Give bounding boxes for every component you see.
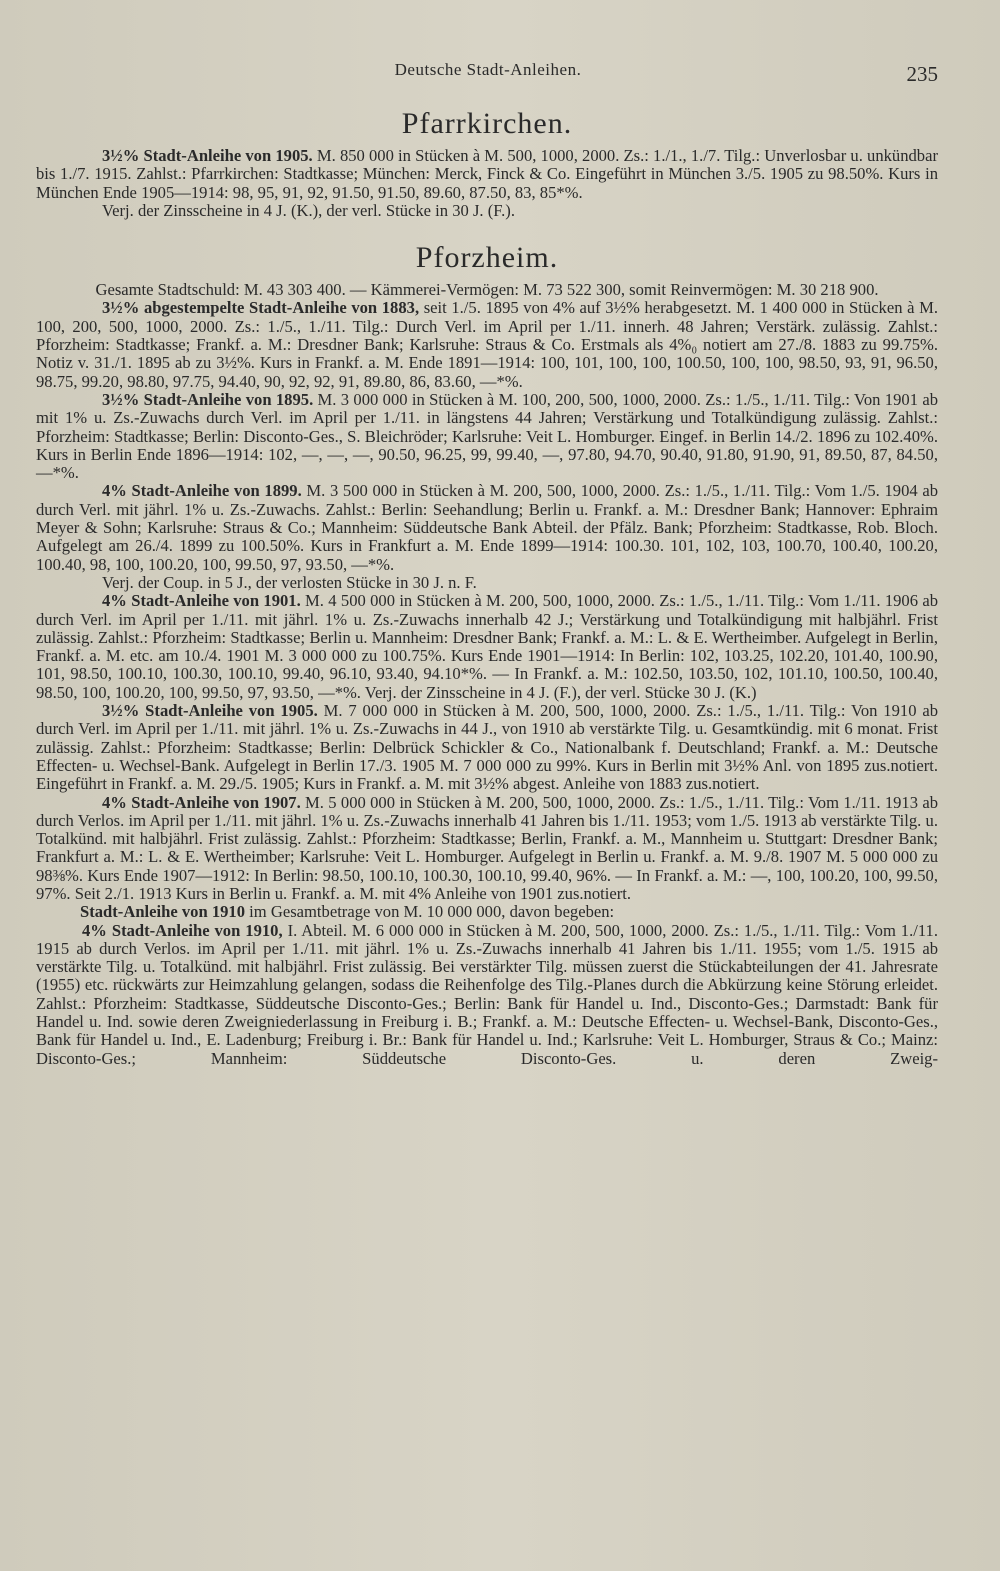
page-number: 235	[906, 62, 938, 86]
bond-text: Verj. der Coup. in 5 J., der verlosten Stücke in 30 J. n. F.	[102, 572, 477, 592]
bond-text: seit 1./5. 1895 von 4% auf 3½% herabgesetzt. M. 1 400 000 in Stücken à M. 100, 200, 500, 1000, 2000. Zs.: 1./5., 1./11. Tilg.: Durch Verl. im April per 1./11. innerh. 48 Jahren; Verstärk. zulässig. Zahlst.: Pforzheim: Stadtkasse; Frankf. a. M.: Dresdner Bank; Karlsruhe: Straus & Co. Erstmals als 4%₀ notiert am 27./8. 1883 zu 99.75%. Notiz v. 31./1. 1895 ab zu 3½%. Kurs in Frankf. a. M. Ende 1891—1914: 100, 101, 100, 100, 100.50, 100, 100, 98.50, 93, 91, 96.50, 98.75, 99.20, 98.80, 97.75, 94.40, 90, 92, 92, 91, 89.80, 86, 83.60, —*%.	[36, 298, 939, 391]
running-title: Deutsche Stadt-Anleihen.	[394, 60, 582, 79]
bond-note	[36, 202, 938, 220]
bond-entry	[36, 702, 938, 793]
bond-title: 4% Stadt-Anleihe von 1899.	[102, 481, 302, 501]
bond-entry	[36, 299, 938, 390]
bond-title: 3½% Stadt-Anleihe von 1905.	[102, 146, 313, 165]
bond-text: I. Abteil. M. 6 000 000 in Stücken à M. 200, 500, 1000, 2000. Zs.: 1./5., 1./11. Tilg.: Vom 1./11. 1915 ab durch Verlos. im April per 1./11. mit jährl. 1% u. Zs.-Zuwachs innerhalb 41 Jahren bis 1./11. 1955; vom 1./5. 1915 ab verstärkte Tilg. u. Totalkünd. mit halbjährl. Frist zulässig. Bei verstärkter Tilg. müssen zuerst die Stückabteilungen der 41. Jahresrate (1955) etc. rückwärts zur Heimzahlung gelangen, sodass die Reihenfolge des Tilg.-Planes durch die Abkürzung keine Störung erleidet. Zahlst.: Pforzheim: Stadtkasse, Süddeutsche Disconto-Ges.; Berlin: Bank für Handel u. Ind., Disconto-Ges.; Darmstadt: Bank für Handel u. Ind. sowie deren Zweigniederlassung in Freiburg i. B.; Frankf. a. M.: Deutsche Effecten- u. Wechsel-Bank, Disconto-Ges., Bank für Handel u. Ind., E. Ladenburg; Freiburg i. Br.: Bank für Handel u. Ind.; Karlsruhe: Veit L. Homburger, Straus & Co.; Mainz: Disconto-Ges.; Mannheim: Süddeutsche Disconto-Ges. u. deren Zweig-	[36, 920, 938, 1068]
section-gap	[36, 220, 938, 232]
city-heading: Pforzheim.	[415, 241, 559, 275]
bond-entry	[36, 903, 938, 921]
bond-title: Stadt-Anleihe von 1910	[80, 902, 246, 922]
bond-entry	[36, 391, 938, 482]
bond-text: M. 850 000 in Stücken à M. 500, 1000, 2000. Zs.: 1./1., 1./7. Tilg.: Unverlosbar u. unkündbar bis 1./7. 1915. Zahlst.: Pfarrkirchen: Stadtkasse; München: Merck, Finck & Co. Eingeführt in München 3./5. 1905 zu 98.50%. Kurs in München Ende 1905—1914: 98, 95, 91, 92, 91.50, 91.50, 89.60, 87.50, 83, 85*%.	[36, 146, 938, 202]
bond-text: Verj. der Zinsscheine in 4 J. (K.), der verl. Stücke in 30 J. (F.).	[102, 200, 515, 220]
bond-title: 4% Stadt-Anleihe von 1907.	[102, 792, 301, 812]
bond-text: M. 3 500 000 in Stücken à M. 200, 500, 1000, 2000. Zs.: 1./5., 1./11. Tilg.: Vom 1./5. 1904 ab durch Verl. mit jährl. 1% u. Zs.-Zuwachs. Zahlst.: Berlin: Seehandlung; Berlin u. Frankf. a. M.: Dresdner Bank; Hannover: Ephraim Meyer & Sohn; Karlsruhe: Straus & Co.; Mannheim: Süddeutsche Bank Abteil. der Pfälz. Bank; Pforzheim: Stadtkasse, Rob. Bloch. Aufgelegt am 26./4. 1899 zu 100.50%. Kurs in Frankfurt a. M. Ende 1899—1914: 100.30. 101, 102, 103, 100.70, 100.40, 100.20, 100.40, 98, 100, 100.20, 100, 99.50, 97, 93.50, —*%.	[36, 481, 938, 574]
bond-text: M. 3 000 000 in Stücken à M. 100, 200, 500, 1000, 2000. Zs.: 1./5., 1./11. Tilg.: Von 1901 ab mit 1% u. Zs.-Zuwachs durch Verl. im April per 1./11. in längstens 44 Jahren; Verstärkung und Totalkündigung zulässig. Zahlst.: Pforzheim: Stadtkasse; Berlin: Disconto-Ges., S. Bleichröder; Karlsruhe: Veit L. Homburger. Eingef. in Berlin 14./2. 1896 zu 102.40%. Kurs in Berlin Ende 1896—1914: 102, —, —, —, 90.50, 96.25, 99, 99.40, —, 97.80, 94.70, 90.40, 91.80, 91.90, 91, 89.50, 87, 84.50, —*%.	[36, 389, 938, 483]
page-body	[36, 98, 938, 1068]
bond-text: im Gesamtbetrage von M. 10 000 000, davon begeben:	[245, 902, 615, 922]
city-debt-summary: Gesamte Stadtschuld: M. 43 303 400. — Kämmerei-Vermögen: M. 73 522 300, somit Reinvermögen: M. 30 218 900.	[95, 280, 879, 300]
bond-text: M. 7 000 000 in Stücken à M. 200, 500, 1000, 2000. Zs.: 1./5., 1./11. Tilg.: Von 1910 ab durch Verl. im April per 1./11. mit jährl. 1% u. Zs.-Zuwachs in 44 J., von 1910 ab verstärkte Tilg. u. Gesamtkündig. mit 6 monat. Frist zulässig. Zahlst.: Pforzheim: Stadtkasse; Berlin: Delbrück Schickler & Co., Nationalbank f. Deutschland; Frankf. a. M.: Deutsche Effecten- u. Wechsel-Bank. Aufgelegt in Berlin 17./3. 1905 M. 7 000 000 zu 99%. Kurs in Berlin mit 3½% Anl. von 1895 zus.notiert. Eingeführt in Frankf. a. M. 29./5. 1905; Kurs in Frankf. a. M. mit 3½% abgest. Anleihe von 1883 zus.notiert.	[36, 701, 938, 794]
bond-entry	[36, 147, 938, 202]
bond-title: 3½% abgestempelte Stadt-Anleihe von 1883,	[102, 298, 420, 318]
bond-text: M. 4 500 000 in Stücken à M. 200, 500, 1000, 2000. Zs.: 1./5., 1./11. Tilg.: Vom 1./11. 1906 ab durch Verl. im April per 1./11. mit jährl. 1% u. Zs.-Zuwachs innerhalb 42 J.; Verstärkung und Totalkündigung mit halbjährl. Frist zulässig. Zahlst.: Pforzheim: Stadtkasse; Berlin u. Mannheim: Dresdner Bank; Frankf. a. M.: L. & E. Wertheimber. Aufgelegt in Berlin, Frankf. a. M. etc. am 10./4. 1901 M. 3 000 000 zu 100.75%. Kurs Ende 1901—1914: In Berlin: 102, 103.25, 102.20, 101.40, 100.90, 101, 98.50, 100.10, 100.30, 100.10, 99.40, 96.10, 93.40, 94.10*%. — In Frankf. a. M.: 102.50, 103.50, 102, 101.10, 100.50, 100.40, 98.50, 100, 100.20, 100, 99.50, 97, 93.50, —*%. Verj. der Zinsscheine in 4 J. (F.), der verl. Stücke 30 J. (K.)	[36, 591, 938, 702]
bond-entry	[36, 482, 938, 573]
bond-entry	[36, 794, 938, 904]
bond-text: M. 5 000 000 in Stücken à M. 200, 500, 1000, 2000. Zs.: 1./5., 1./11. Tilg.: Vom 1./11. 1913 ab durch Verlos. im April per 1./11. mit jährl. 1% u. Zs.-Zuwachs innerhalb 41 Jahren bis 1./11. 1953; vom 1./5. 1913 ab verstärkte Tilg. u. Totalkünd. mit halbjährl. Frist zulässig. Zahlst.: Pforzheim: Stadtkasse; Berlin, Frankf. a. M., Mannheim u. Stuttgart: Dresdner Bank; Frankfurt a. M.: L. & E. Wertheimber; Karlsruhe: Veit L. Homburger. Aufgelegt in Berlin u. Frankf. a. M. 9./8. 1907 M. 5 000 000 zu 98⅜%. Kurs Ende 1907—1912: In Berlin: 98.50, 100.10, 100.30, 100.10, 99.40, 96%. — In Frankf. a. M.: —, 100, 100.20, 100, 99.50, 97%. Seit 2./1. 1913 Kurs in Berlin u. Frankf. a. M. mit 4% Anleihe von 1901 zus.notiert.	[36, 792, 938, 903]
bond-entry	[36, 592, 938, 702]
bond-note	[36, 574, 938, 592]
bond-title: 3½% Stadt-Anleihe von 1895.	[102, 389, 314, 409]
bond-entry	[36, 922, 938, 1068]
bond-title: 3½% Stadt-Anleihe von 1905.	[102, 701, 318, 721]
bond-title: 4% Stadt-Anleihe von 1910,	[82, 920, 283, 940]
city-heading: Pfarrkirchen.	[401, 107, 573, 140]
bond-title: 4% Stadt-Anleihe von 1901.	[102, 591, 301, 611]
page-header	[38, 60, 938, 92]
